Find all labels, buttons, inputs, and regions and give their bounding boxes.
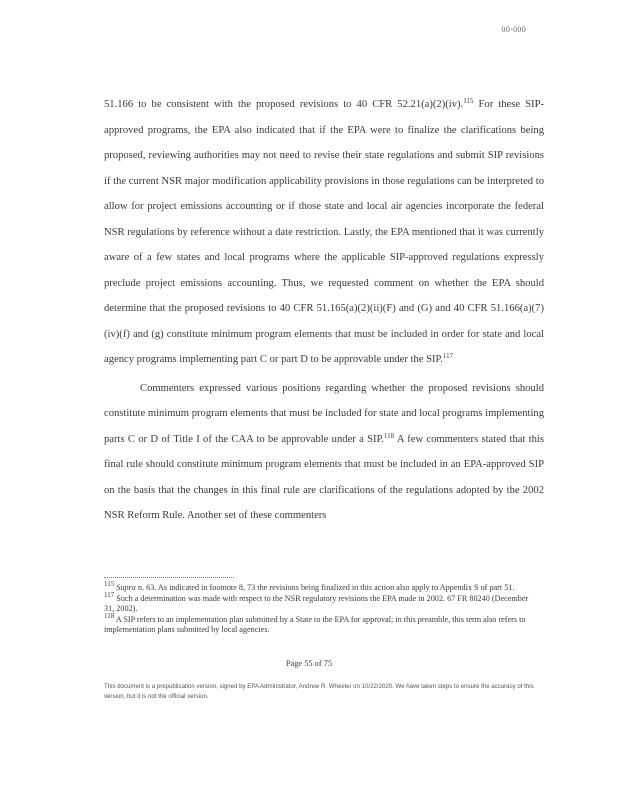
- text-run: Commenters expressed various positions regarding whether the proposed revisions should constitute minimum program elements that must be included for state and local programs implementing parts C or D of Title I of the CAA to be approvable under a SIP.: [104, 382, 544, 445]
- text-run: A SIP refers to an implementation plan submitted by a State to the EPA for approval; in this preamble, this term also refers to implementation plans submitted by local agencies.: [104, 614, 526, 634]
- footnote: [104, 611, 534, 636]
- text-run: Such a determination was made with respect to the NSR regulatory revisions the EPA made in 2002. 67 FR 80240 (December 31, 2002).: [104, 593, 529, 613]
- paragraph: [104, 92, 544, 373]
- document-id: 00-000: [501, 25, 526, 34]
- prepublication-disclaimer: This document is a prepublication version, signed by EPA Administrator, Andrew R. Wheeler on 10/22/2020. We have taken steps to ensure the accuracy of this version, but it is not the official version.: [104, 683, 534, 700]
- footnote-reference: 117: [104, 590, 115, 599]
- footnote: [104, 580, 534, 594]
- paragraph: [104, 376, 544, 529]
- text-run: 51.166 to be consistent with the proposed revisions to 40 CFR 52.21(a)(2)(iv).: [104, 99, 464, 110]
- footnote-reference: 117: [442, 352, 454, 360]
- body-text: [104, 92, 544, 529]
- footnote: [104, 590, 534, 615]
- text-run: A few commenters stated that this final rule should constitute minimum program elements that must be included in an EPA-approved SIP on the basis that the changes in this final rule are clarifications of the regulations adopted by the 2002 NSR Reform Rule. Another set of these commenters: [104, 433, 544, 521]
- footnote-reference: 118: [104, 611, 115, 620]
- footnote-reference: 115: [104, 580, 115, 588]
- footnote-reference: 115: [463, 97, 474, 105]
- text-run: n. 63. As indicated in footnote 8, 73 the revisions being finalized in this action also apply to Appendix S of part 51.: [135, 583, 515, 592]
- page-number: Page 55 of 75: [285, 659, 333, 668]
- footnotes: [104, 580, 534, 636]
- footnote-reference: 118: [383, 431, 395, 440]
- italic-text: Supra: [114, 583, 136, 592]
- footnote-separator: [104, 577, 234, 578]
- text-run: For these SIP-approved programs, the EPA also indicated that if the EPA were to finalize the clarifications being proposed, reviewing authorities may not need to revise their state regulations and submit SIP revisions if the current NSR major modification applicability provisions in those regulations can be interpreted to allow for project emissions accounting or if those state and local air agencies incorporate the federal NSR regulations by reference without a date restriction. Lastly, the EPA mentioned that it was currently aware of a few states and local programs where the applicable SIP-approved regulations expressly preclude project emissions accounting. Thus, we requested comment on whether the EPA should determine that the proposed revisions to 40 CFR 51.165(a)(2)(ii)(F) and (G) and 40 CFR 51.166(a)(7)(iv)(f) and (g) constitute minimum program elements that must be included in order for state and local agency programs implementing part C or part D to be approvable under the SIP.: [104, 99, 544, 365]
